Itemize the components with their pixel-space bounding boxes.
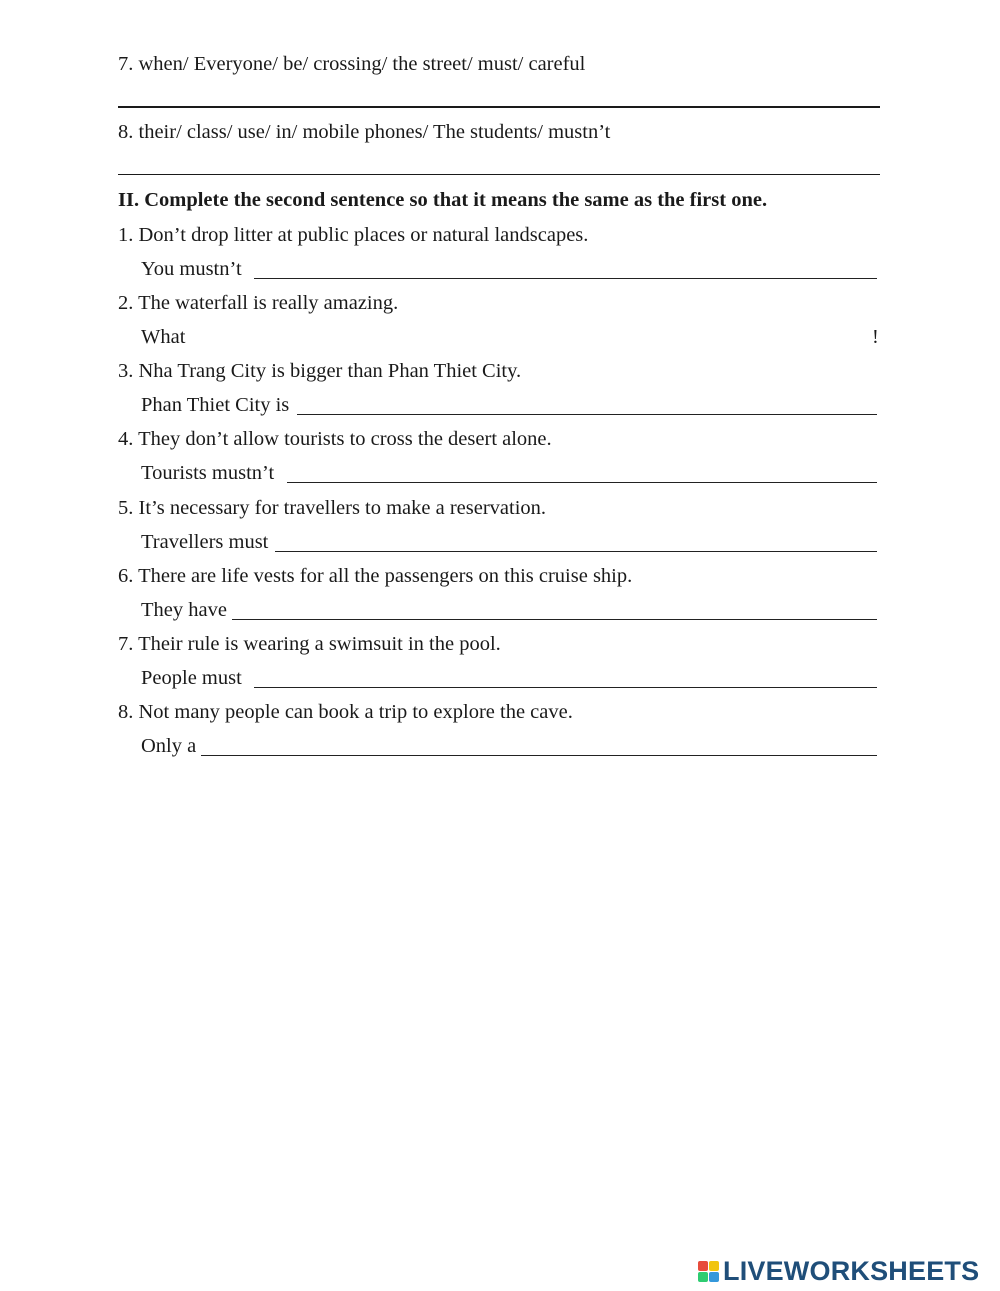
answer-line-8[interactable] <box>118 174 880 175</box>
logo-square-i <box>709 1261 719 1271</box>
exercise-7-prompt: 7. when/ Everyone/ be/ crossing/ the street/ must/ careful <box>118 53 586 75</box>
exercise-8-prompt: 8. their/ class/ use/ in/ mobile phones/ The students/ mustn’t <box>118 121 611 143</box>
item-3-sentence: 3. Nha Trang City is bigger than Phan Thiet City. <box>118 360 522 382</box>
item-3-prompt: Phan Thiet City is <box>141 394 290 416</box>
liveworksheets-logo <box>698 1255 979 1287</box>
logo-square-v <box>698 1272 708 1282</box>
item-8-prompt: Only a <box>141 735 197 757</box>
item-2-sentence: 2. The waterfall is really amazing. <box>118 292 399 314</box>
item-2-exclamation: ! <box>872 326 879 348</box>
item-1-answer-blank[interactable] <box>254 278 877 279</box>
item-6-prompt: They have <box>141 599 227 621</box>
item-6-answer-blank[interactable] <box>232 619 877 620</box>
item-4-prompt: Tourists mustn’t <box>141 462 275 484</box>
logo-square-e <box>709 1272 719 1282</box>
item-5-sentence: 5. It’s necessary for travellers to make a reservation. <box>118 497 547 519</box>
item-1-prompt: You mustn’t <box>141 258 242 280</box>
item-4-answer-blank[interactable] <box>287 482 877 483</box>
item-3-answer-blank[interactable] <box>297 414 877 415</box>
item-7-sentence: 7. Their rule is wearing a swimsuit in the pool. <box>118 633 501 655</box>
answer-line-7[interactable] <box>118 106 880 108</box>
item-5-answer-blank[interactable] <box>275 551 877 552</box>
section-2-heading: II. Complete the second sentence so that it means the same as the first one. <box>118 189 768 211</box>
item-2-prompt: What <box>141 326 186 348</box>
item-7-prompt: People must <box>141 667 242 689</box>
logo-text: LIVEWORKSHEETS <box>723 1255 980 1286</box>
item-8-answer-blank[interactable] <box>201 755 877 756</box>
item-5-prompt: Travellers must <box>141 531 269 553</box>
item-4-sentence: 4. They don’t allow tourists to cross the desert alone. <box>118 428 552 450</box>
item-7-answer-blank[interactable] <box>254 687 877 688</box>
item-2-answer-blank[interactable] <box>192 325 868 349</box>
item-1-sentence: 1. Don’t drop litter at public places or natural landscapes. <box>118 224 589 246</box>
liveworksheets-logo-icon <box>698 1261 719 1282</box>
logo-square-l <box>698 1261 708 1271</box>
item-8-sentence: 8. Not many people can book a trip to explore the cave. <box>118 701 573 723</box>
item-6-sentence: 6. There are life vests for all the passengers on this cruise ship. <box>118 565 633 587</box>
